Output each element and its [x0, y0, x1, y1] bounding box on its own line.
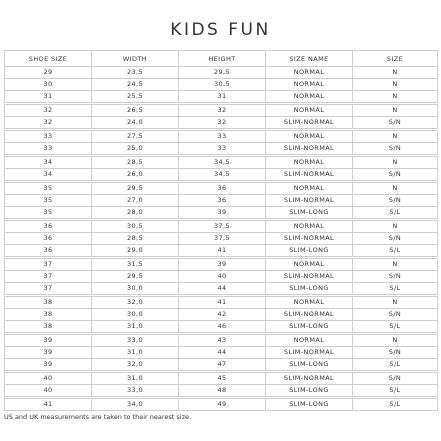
height-cell: 45: [179, 372, 266, 385]
width-cell: 33,0: [92, 334, 179, 347]
shoe-size-cell: 37: [5, 283, 92, 296]
width-cell: 26,5: [92, 104, 179, 117]
width-cell: 30,0: [92, 309, 179, 321]
size-code-cell: N: [353, 104, 438, 117]
shoe-size-cell: 39: [5, 359, 92, 372]
width-cell: 24,0: [92, 117, 179, 130]
height-cell: 44: [179, 347, 266, 359]
height-cell: 47: [179, 359, 266, 372]
size-name-cell: NORMAL: [266, 296, 353, 309]
table-row: [5, 309, 438, 321]
height-cell: 42: [179, 309, 266, 321]
shoe-size-cell: 35: [5, 195, 92, 207]
table-row: [5, 220, 438, 233]
size-name-cell: SLIM-LONG: [266, 321, 353, 334]
table-row: [5, 195, 438, 207]
shoe-size-cell: 37: [5, 271, 92, 283]
height-cell: 34,5: [179, 169, 266, 182]
size-name-cell: SLIM-LONG: [266, 398, 353, 411]
size-code-cell: S/N: [353, 347, 438, 359]
shoe-size-cell: 29: [5, 67, 92, 79]
shoe-size-cell: 35: [5, 182, 92, 195]
shoe-size-cell: 33: [5, 143, 92, 156]
size-code-cell: S/N: [353, 195, 438, 207]
shoe-size-cell: 38: [5, 321, 92, 334]
table-row: [5, 385, 438, 398]
width-cell: 32,0: [92, 296, 179, 309]
size-code-cell: S/N: [353, 117, 438, 130]
shoe-size-cell: 31: [5, 91, 92, 104]
table-row: [5, 372, 438, 385]
size-code-cell: N: [353, 91, 438, 104]
size-name-cell: SLIM-NORMAL: [266, 372, 353, 385]
shoe-size-cell: 41: [5, 398, 92, 411]
height-cell: 30,5: [179, 79, 266, 91]
width-cell: 25,5: [92, 91, 179, 104]
footnote: US and UK measurements are taken to their nearest size.: [4, 413, 192, 421]
width-cell: 28,5: [92, 233, 179, 245]
height-cell: 32: [179, 104, 266, 117]
table-row: [5, 182, 438, 195]
column-header-width: WIDTH: [92, 51, 179, 67]
table-row: [5, 258, 438, 271]
table-row: [5, 91, 438, 104]
size-name-cell: NORMAL: [266, 130, 353, 143]
height-cell: 33: [179, 143, 266, 156]
height-cell: 37,5: [179, 220, 266, 233]
width-cell: 24,5: [92, 79, 179, 91]
shoe-size-cell: 40: [5, 372, 92, 385]
table-row: [5, 398, 438, 411]
table-row: [5, 156, 438, 169]
table-row: [5, 130, 438, 143]
page-title: KIDS FUN: [170, 20, 271, 40]
table-header: [5, 51, 438, 67]
shoe-size-cell: 36: [5, 220, 92, 233]
width-cell: 27,0: [92, 195, 179, 207]
width-cell: 28,5: [92, 156, 179, 169]
size-name-cell: SLIM-LONG: [266, 245, 353, 258]
size-name-cell: NORMAL: [266, 182, 353, 195]
height-cell: 36: [179, 195, 266, 207]
size-name-cell: SLIM-LONG: [266, 207, 353, 220]
height-cell: 33: [179, 130, 266, 143]
size-code-cell: N: [353, 130, 438, 143]
height-cell: 41: [179, 296, 266, 309]
size-code-cell: S/N: [353, 143, 438, 156]
height-cell: 34,5: [179, 156, 266, 169]
height-cell: 46: [179, 321, 266, 334]
size-code-cell: S/L: [353, 398, 438, 411]
table-row: [5, 169, 438, 182]
height-cell: 39: [179, 258, 266, 271]
shoe-size-cell: 34: [5, 156, 92, 169]
size-name-cell: SLIM-NORMAL: [266, 169, 353, 182]
size-code-cell: N: [353, 67, 438, 79]
table-row: [5, 79, 438, 91]
table-row: [5, 321, 438, 334]
header-row: [5, 51, 438, 67]
size-name-cell: SLIM-NORMAL: [266, 117, 353, 130]
shoe-size-cell: 36: [5, 245, 92, 258]
height-cell: 49: [179, 398, 266, 411]
table-row: [5, 143, 438, 156]
table-row: [5, 245, 438, 258]
height-cell: 48: [179, 385, 266, 398]
height-cell: 39: [179, 207, 266, 220]
size-code-cell: S/N: [353, 169, 438, 182]
size-name-cell: NORMAL: [266, 258, 353, 271]
height-cell: 32: [179, 117, 266, 130]
shoe-size-cell: 39: [5, 334, 92, 347]
size-name-cell: NORMAL: [266, 104, 353, 117]
size-name-cell: SLIM-NORMAL: [266, 195, 353, 207]
width-cell: 32,0: [92, 359, 179, 372]
width-cell: 25,0: [92, 143, 179, 156]
size-name-cell: NORMAL: [266, 91, 353, 104]
shoe-size-cell: 35: [5, 207, 92, 220]
table-row: [5, 117, 438, 130]
size-name-cell: SLIM-NORMAL: [266, 143, 353, 156]
shoe-size-cell: 40: [5, 385, 92, 398]
height-cell: 43: [179, 334, 266, 347]
size-code-cell: S/N: [353, 271, 438, 283]
column-header-size: SIZE: [353, 51, 438, 67]
shoe-size-cell: 33: [5, 130, 92, 143]
table-row: [5, 104, 438, 117]
shoe-size-cell: 32: [5, 117, 92, 130]
size-code-cell: N: [353, 79, 438, 91]
size-name-cell: SLIM-LONG: [266, 359, 353, 372]
height-cell: 37,5: [179, 233, 266, 245]
size-code-cell: N: [353, 182, 438, 195]
size-code-cell: S/L: [353, 207, 438, 220]
size-code-cell: N: [353, 296, 438, 309]
width-cell: 28,0: [92, 207, 179, 220]
size-name-cell: NORMAL: [266, 79, 353, 91]
table-row: [5, 283, 438, 296]
width-cell: 23,5: [92, 67, 179, 79]
shoe-size-cell: 39: [5, 347, 92, 359]
table-row: [5, 296, 438, 309]
size-name-cell: NORMAL: [266, 334, 353, 347]
table-row: [5, 207, 438, 220]
shoe-size-cell: 32: [5, 104, 92, 117]
height-cell: 41: [179, 245, 266, 258]
table-row: [5, 347, 438, 359]
table-body: [5, 67, 438, 411]
shoe-size-cell: 36: [5, 233, 92, 245]
size-name-cell: SLIM-NORMAL: [266, 233, 353, 245]
table-row: [5, 67, 438, 79]
size-code-cell: S/L: [353, 245, 438, 258]
size-name-cell: NORMAL: [266, 220, 353, 233]
width-cell: 29,5: [92, 271, 179, 283]
width-cell: 31,0: [92, 372, 179, 385]
shoe-size-cell: 30: [5, 79, 92, 91]
shoe-size-cell: 38: [5, 296, 92, 309]
size-code-cell: S/L: [353, 321, 438, 334]
size-code-cell: S/L: [353, 385, 438, 398]
size-name-cell: SLIM-LONG: [266, 283, 353, 296]
size-code-cell: S/L: [353, 359, 438, 372]
size-code-cell: N: [353, 334, 438, 347]
height-cell: 40: [179, 271, 266, 283]
table-row: [5, 233, 438, 245]
size-code-cell: S/N: [353, 309, 438, 321]
size-name-cell: SLIM-LONG: [266, 385, 353, 398]
width-cell: 26,0: [92, 169, 179, 182]
width-cell: 31,0: [92, 321, 179, 334]
width-cell: 31,0: [92, 347, 179, 359]
column-header-shoe-size: SHOE SIZE: [5, 51, 92, 67]
table-row: [5, 334, 438, 347]
width-cell: 27,5: [92, 130, 179, 143]
size-code-cell: S/N: [353, 372, 438, 385]
size-code-cell: N: [353, 258, 438, 271]
size-code-cell: S/N: [353, 233, 438, 245]
width-cell: 34,0: [92, 398, 179, 411]
height-cell: 36: [179, 182, 266, 195]
shoe-size-cell: 34: [5, 169, 92, 182]
width-cell: 29,5: [92, 182, 179, 195]
height-cell: 31: [179, 91, 266, 104]
size-code-cell: N: [353, 220, 438, 233]
width-cell: 29,0: [92, 245, 179, 258]
width-cell: 31,5: [92, 258, 179, 271]
size-name-cell: NORMAL: [266, 67, 353, 79]
column-header-size-name: SIZE NAME: [266, 51, 353, 67]
size-code-cell: S/L: [353, 283, 438, 296]
shoe-size-cell: 38: [5, 309, 92, 321]
size-chart-table: [4, 50, 438, 411]
table-row: [5, 359, 438, 372]
size-name-cell: SLIM-NORMAL: [266, 309, 353, 321]
height-cell: 29,5: [179, 67, 266, 79]
width-cell: 30,5: [92, 220, 179, 233]
height-cell: 44: [179, 283, 266, 296]
size-code-cell: N: [353, 156, 438, 169]
size-name-cell: SLIM-NORMAL: [266, 347, 353, 359]
width-cell: 30,0: [92, 283, 179, 296]
column-header-height: HEIGHT: [179, 51, 266, 67]
size-name-cell: SLIM-NORMAL: [266, 271, 353, 283]
shoe-size-cell: 37: [5, 258, 92, 271]
size-name-cell: NORMAL: [266, 156, 353, 169]
table-row: [5, 271, 438, 283]
width-cell: 33,0: [92, 385, 179, 398]
